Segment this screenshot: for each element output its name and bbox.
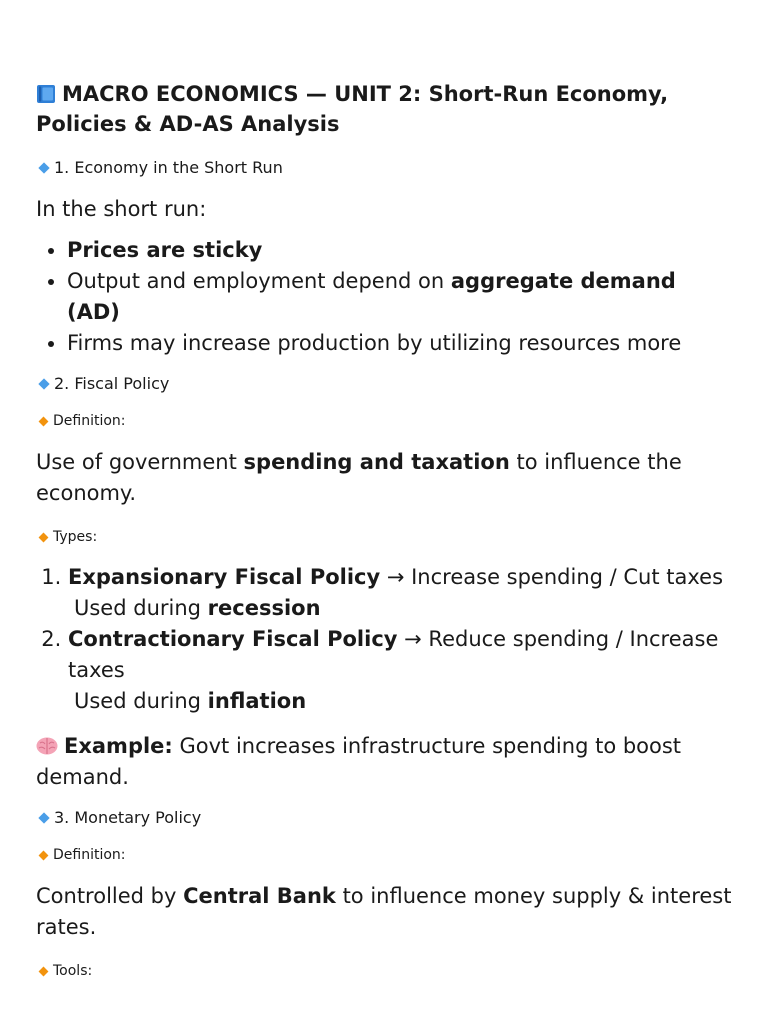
type-bold: Contractionary Fiscal Policy bbox=[68, 627, 398, 651]
orange-diamond-icon bbox=[39, 416, 49, 426]
section-heading-monetary-policy bbox=[36, 807, 732, 829]
list-item bbox=[67, 266, 732, 328]
fiscal-types-label bbox=[36, 527, 732, 547]
short-run-intro: In the short run: bbox=[36, 197, 207, 221]
sub-heading-text: Definition: bbox=[53, 847, 126, 863]
list-item bbox=[68, 562, 732, 624]
bullet-bold: aggregate demand (AD) bbox=[67, 269, 676, 324]
list-item bbox=[67, 235, 732, 266]
section-heading-text: 1. Economy in the Short Run bbox=[54, 158, 283, 177]
used-during-line bbox=[68, 686, 732, 717]
blue-diamond-icon bbox=[38, 378, 49, 389]
type-bold: Expansionary Fiscal Policy bbox=[68, 565, 381, 589]
example-label: Example: bbox=[64, 734, 173, 758]
fiscal-definition bbox=[36, 447, 732, 509]
used-during-line bbox=[68, 593, 732, 624]
used-bold: recession bbox=[207, 596, 321, 620]
blue-diamond-icon bbox=[38, 812, 49, 823]
type-text: → Reduce spending / Increase taxes bbox=[68, 627, 719, 682]
example-text: Govt increases infrastructure spending to boost demand. bbox=[36, 734, 682, 789]
orange-diamond-icon bbox=[39, 850, 49, 860]
used-text: Used during bbox=[74, 596, 208, 620]
fiscal-types-list bbox=[36, 562, 732, 717]
section-heading-text: 2. Fiscal Policy bbox=[54, 374, 170, 393]
bullet-bold: Prices are sticky bbox=[67, 238, 263, 262]
blue-book-icon bbox=[36, 84, 56, 104]
sub-heading-text: Tools: bbox=[53, 963, 93, 979]
used-text: Used during bbox=[74, 689, 208, 713]
document-title bbox=[36, 0, 732, 139]
monetary-tools-label bbox=[36, 961, 732, 981]
used-bold: inflation bbox=[207, 689, 307, 713]
sub-heading-text: Types: bbox=[53, 529, 98, 545]
section-heading-text: 3. Monetary Policy bbox=[54, 808, 202, 827]
sub-heading-text: Definition: bbox=[53, 413, 126, 429]
short-run-bullets bbox=[36, 235, 732, 359]
bullet-text: Firms may increase production by utilizing resources more bbox=[67, 331, 682, 355]
brain-icon bbox=[36, 737, 58, 755]
definition-bold: Central Bank bbox=[183, 884, 336, 908]
definition-text: to influence the economy. bbox=[36, 450, 682, 505]
definition-text: Controlled by bbox=[36, 884, 184, 908]
type-text: → Increase spending / Cut taxes bbox=[380, 565, 724, 589]
orange-diamond-icon bbox=[39, 532, 49, 542]
section-heading-economy-short-run bbox=[36, 157, 732, 179]
monetary-definition bbox=[36, 881, 732, 943]
fiscal-example bbox=[36, 731, 732, 793]
definition-bold: spending and taxation bbox=[243, 450, 510, 474]
definition-text: Use of government bbox=[36, 450, 244, 474]
list-item bbox=[67, 328, 732, 359]
orange-diamond-icon bbox=[39, 966, 49, 976]
blue-diamond-icon bbox=[38, 162, 49, 173]
definition-text: to influence money supply & interest rates. bbox=[36, 884, 732, 939]
section-heading-fiscal-policy bbox=[36, 373, 732, 395]
monetary-definition-label bbox=[36, 845, 732, 865]
fiscal-definition-label bbox=[36, 411, 732, 431]
title-text: MACRO ECONOMICS — UNIT 2: Short-Run Economy, Policies & AD-AS Analysis bbox=[36, 82, 669, 136]
bullet-text: Output and employment depend on bbox=[67, 269, 451, 293]
list-item bbox=[68, 624, 732, 717]
